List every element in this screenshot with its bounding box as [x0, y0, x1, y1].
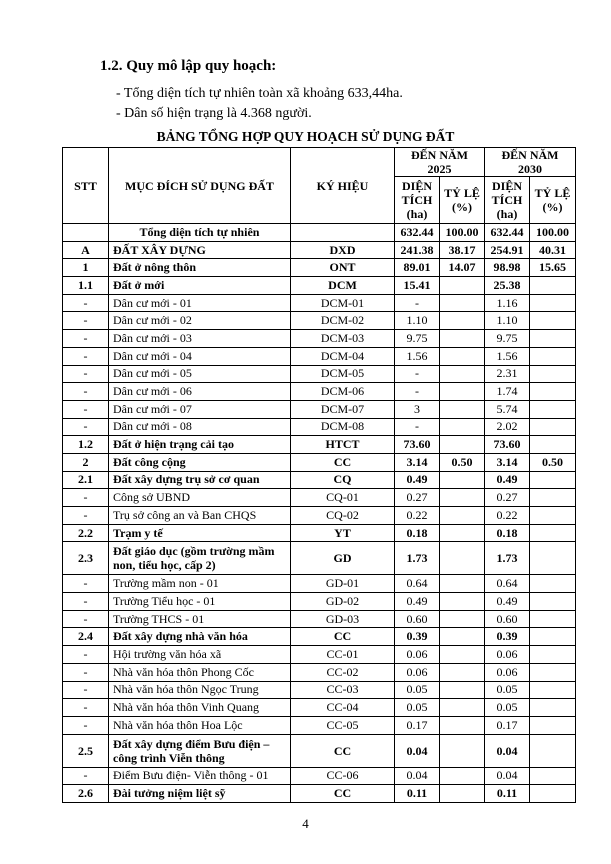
- cell-purpose: Đất ở nông thôn: [109, 259, 291, 277]
- cell-purpose: Đất xây dựng điểm Bưu điện – công trình Viễn thông: [109, 734, 291, 767]
- cell-code: [291, 224, 395, 242]
- cell-purpose: ĐẤT XÂY DỰNG: [109, 241, 291, 259]
- table-row: [63, 347, 576, 365]
- cell-ratio-2030: 0.50: [530, 453, 576, 471]
- cell-ratio-2030: 40.31: [530, 241, 576, 259]
- cell-area-2025: 0.49: [395, 471, 440, 489]
- cell-ratio-2030: [530, 663, 576, 681]
- cell-area-2030: 0.17: [485, 716, 530, 734]
- cell-area-2025: -: [395, 418, 440, 436]
- header-purpose: MỤC ĐÍCH SỬ DỤNG ĐẤT: [109, 148, 291, 224]
- cell-area-2030: 254.91: [485, 241, 530, 259]
- header-ratio-2025: TỶ LỆ (%): [440, 177, 485, 224]
- cell-area-2030: 1.56: [485, 347, 530, 365]
- cell-stt: -: [63, 418, 109, 436]
- header-code: KÝ HIỆU: [291, 148, 395, 224]
- table-row: [63, 767, 576, 785]
- cell-stt: -: [63, 347, 109, 365]
- cell-area-2030: 9.75: [485, 330, 530, 348]
- cell-purpose: Công sở UBND: [109, 489, 291, 507]
- table-row: [63, 294, 576, 312]
- table-row: [63, 489, 576, 507]
- table-title: BẢNG TỔNG HỢP QUY HOẠCH SỬ DỤNG ĐẤT: [156, 129, 455, 144]
- table-row: [63, 365, 576, 383]
- cell-code: CC-06: [291, 767, 395, 785]
- table-row: [63, 436, 576, 454]
- table-row: [63, 734, 576, 767]
- cell-ratio-2030: [530, 716, 576, 734]
- cell-ratio-2030: [530, 646, 576, 664]
- cell-ratio-2025: [440, 471, 485, 489]
- cell-purpose: Hội trường văn hóa xã: [109, 646, 291, 664]
- cell-ratio-2025: [440, 785, 485, 803]
- cell-area-2025: 632.44: [395, 224, 440, 242]
- page-number: 4: [302, 816, 309, 831]
- section-heading: 1.2. Quy mô lập quy hoạch:: [100, 58, 277, 74]
- table-row: [63, 681, 576, 699]
- cell-ratio-2030: 15.65: [530, 259, 576, 277]
- cell-ratio-2030: [530, 524, 576, 542]
- cell-area-2025: -: [395, 365, 440, 383]
- cell-area-2030: 3.14: [485, 453, 530, 471]
- cell-code: DCM-01: [291, 294, 395, 312]
- cell-code: YT: [291, 524, 395, 542]
- cell-stt: -: [63, 681, 109, 699]
- table-row: [63, 628, 576, 646]
- cell-ratio-2025: [440, 365, 485, 383]
- cell-area-2025: 0.05: [395, 699, 440, 717]
- cell-purpose: Đất giáo dục (gồm trường mầm non, tiểu học, cấp 2): [109, 542, 291, 575]
- cell-purpose: Đất xây dựng trụ sở cơ quan: [109, 471, 291, 489]
- cell-code: DCM-07: [291, 400, 395, 418]
- cell-ratio-2025: [440, 383, 485, 401]
- cell-stt: -: [63, 489, 109, 507]
- cell-ratio-2025: [440, 734, 485, 767]
- header-year-2025: ĐẾN NĂM 2025: [395, 148, 485, 177]
- cell-area-2030: 1.10: [485, 312, 530, 330]
- cell-area-2025: 0.27: [395, 489, 440, 507]
- cell-purpose: Dân cư mới - 01: [109, 294, 291, 312]
- table-row: [63, 471, 576, 489]
- cell-ratio-2025: [440, 400, 485, 418]
- cell-stt: 2.4: [63, 628, 109, 646]
- cell-ratio-2025: [440, 524, 485, 542]
- cell-stt: -: [63, 365, 109, 383]
- cell-area-2030: 0.27: [485, 489, 530, 507]
- cell-stt: -: [63, 646, 109, 664]
- cell-area-2025: 0.11: [395, 785, 440, 803]
- cell-purpose: Đất xây dựng nhà văn hóa: [109, 628, 291, 646]
- cell-code: HTCT: [291, 436, 395, 454]
- cell-ratio-2030: [530, 681, 576, 699]
- cell-code: GD-03: [291, 610, 395, 628]
- cell-area-2025: 3.14: [395, 453, 440, 471]
- table-row: [63, 646, 576, 664]
- cell-ratio-2030: 100.00: [530, 224, 576, 242]
- cell-ratio-2030: [530, 365, 576, 383]
- table-row: [63, 259, 576, 277]
- cell-code: CC: [291, 453, 395, 471]
- cell-ratio-2030: [530, 312, 576, 330]
- table-row: [63, 575, 576, 593]
- cell-stt: [63, 224, 109, 242]
- cell-area-2030: 2.31: [485, 365, 530, 383]
- table-row: [63, 542, 576, 575]
- cell-area-2025: -: [395, 294, 440, 312]
- cell-code: DCM-06: [291, 383, 395, 401]
- cell-area-2025: 0.17: [395, 716, 440, 734]
- cell-purpose: Trạm y tế: [109, 524, 291, 542]
- cell-code: GD-01: [291, 575, 395, 593]
- cell-stt: 2.1: [63, 471, 109, 489]
- table-row: [63, 610, 576, 628]
- cell-code: GD-02: [291, 593, 395, 611]
- cell-code: DXD: [291, 241, 395, 259]
- cell-ratio-2025: [440, 418, 485, 436]
- cell-area-2030: 0.49: [485, 593, 530, 611]
- cell-ratio-2030: [530, 330, 576, 348]
- cell-code: CC-05: [291, 716, 395, 734]
- header-area-2025: DIỆN TÍCH (ha): [395, 177, 440, 224]
- cell-ratio-2025: [440, 681, 485, 699]
- cell-area-2030: 98.98: [485, 259, 530, 277]
- bullet-population: - Dân số hiện trạng là 4.368 người.: [116, 106, 312, 121]
- cell-ratio-2025: [440, 542, 485, 575]
- header-year-2030: ĐẾN NĂM 2030: [485, 148, 576, 177]
- cell-purpose: Nhà văn hóa thôn Vinh Quang: [109, 699, 291, 717]
- cell-stt: 1.2: [63, 436, 109, 454]
- table-row: [63, 224, 576, 242]
- table-row: [63, 330, 576, 348]
- cell-area-2030: 632.44: [485, 224, 530, 242]
- cell-area-2025: 0.60: [395, 610, 440, 628]
- table-body: [63, 224, 576, 803]
- cell-ratio-2025: [440, 646, 485, 664]
- cell-purpose: Dân cư mới - 04: [109, 347, 291, 365]
- cell-area-2030: 0.06: [485, 663, 530, 681]
- cell-purpose: Dân cư mới - 05: [109, 365, 291, 383]
- cell-ratio-2025: [440, 663, 485, 681]
- cell-purpose: Dân cư mới - 03: [109, 330, 291, 348]
- cell-stt: -: [63, 575, 109, 593]
- cell-ratio-2030: [530, 542, 576, 575]
- cell-area-2030: 0.18: [485, 524, 530, 542]
- cell-stt: 1: [63, 259, 109, 277]
- cell-ratio-2025: [440, 347, 485, 365]
- table-row: [63, 453, 576, 471]
- cell-code: DCM-08: [291, 418, 395, 436]
- cell-ratio-2025: [440, 575, 485, 593]
- cell-ratio-2030: [530, 699, 576, 717]
- cell-ratio-2025: [440, 294, 485, 312]
- cell-area-2030: 0.05: [485, 681, 530, 699]
- table-row: [63, 277, 576, 295]
- cell-stt: -: [63, 716, 109, 734]
- cell-code: CC-03: [291, 681, 395, 699]
- cell-ratio-2025: [440, 716, 485, 734]
- cell-area-2030: 25.38: [485, 277, 530, 295]
- cell-ratio-2025: 14.07: [440, 259, 485, 277]
- table-row: [63, 663, 576, 681]
- cell-area-2030: 0.64: [485, 575, 530, 593]
- cell-ratio-2030: [530, 785, 576, 803]
- cell-ratio-2025: 0.50: [440, 453, 485, 471]
- cell-area-2030: 0.05: [485, 699, 530, 717]
- cell-area-2025: 241.38: [395, 241, 440, 259]
- cell-area-2030: 0.06: [485, 646, 530, 664]
- cell-ratio-2030: [530, 383, 576, 401]
- table-row: [63, 593, 576, 611]
- table-row: [63, 716, 576, 734]
- cell-purpose: Dân cư mới - 06: [109, 383, 291, 401]
- cell-area-2025: 1.10: [395, 312, 440, 330]
- cell-area-2030: 0.49: [485, 471, 530, 489]
- cell-ratio-2030: [530, 767, 576, 785]
- cell-ratio-2030: [530, 436, 576, 454]
- cell-area-2025: 0.64: [395, 575, 440, 593]
- cell-stt: -: [63, 400, 109, 418]
- cell-area-2030: 1.16: [485, 294, 530, 312]
- cell-purpose: Đất ở mới: [109, 277, 291, 295]
- cell-area-2030: 0.39: [485, 628, 530, 646]
- cell-area-2030: 0.04: [485, 734, 530, 767]
- cell-stt: -: [63, 507, 109, 525]
- cell-ratio-2030: [530, 575, 576, 593]
- cell-area-2030: 73.60: [485, 436, 530, 454]
- cell-stt: -: [63, 699, 109, 717]
- cell-stt: -: [63, 610, 109, 628]
- cell-purpose: Tổng diện tích tự nhiên: [109, 224, 291, 242]
- table-row: [63, 785, 576, 803]
- cell-stt: 2.3: [63, 542, 109, 575]
- cell-area-2030: 2.02: [485, 418, 530, 436]
- cell-stt: -: [63, 294, 109, 312]
- cell-purpose: Đất công cộng: [109, 453, 291, 471]
- cell-area-2025: 0.18: [395, 524, 440, 542]
- cell-purpose: Đài tưởng niệm liệt sỹ: [109, 785, 291, 803]
- cell-area-2030: 0.22: [485, 507, 530, 525]
- cell-area-2030: 5.74: [485, 400, 530, 418]
- cell-ratio-2025: [440, 277, 485, 295]
- cell-area-2025: 0.06: [395, 646, 440, 664]
- cell-purpose: Nhà văn hóa thôn Phong Cốc: [109, 663, 291, 681]
- cell-area-2025: 0.39: [395, 628, 440, 646]
- cell-purpose: Nhà văn hóa thôn Hoa Lộc: [109, 716, 291, 734]
- cell-purpose: Dân cư mới - 02: [109, 312, 291, 330]
- table-row: [63, 383, 576, 401]
- cell-code: ONT: [291, 259, 395, 277]
- cell-stt: -: [63, 312, 109, 330]
- cell-area-2030: 1.73: [485, 542, 530, 575]
- table-row: [63, 507, 576, 525]
- cell-area-2025: 89.01: [395, 259, 440, 277]
- cell-code: CQ-02: [291, 507, 395, 525]
- cell-purpose: Trường mầm non - 01: [109, 575, 291, 593]
- cell-ratio-2030: [530, 294, 576, 312]
- cell-area-2025: 73.60: [395, 436, 440, 454]
- cell-ratio-2030: [530, 471, 576, 489]
- cell-purpose: Điểm Bưu điện- Viễn thông - 01: [109, 767, 291, 785]
- cell-purpose: Dân cư mới - 08: [109, 418, 291, 436]
- cell-code: CC: [291, 628, 395, 646]
- cell-ratio-2025: 100.00: [440, 224, 485, 242]
- table-row: [63, 699, 576, 717]
- cell-stt: -: [63, 663, 109, 681]
- cell-ratio-2025: [440, 330, 485, 348]
- cell-area-2025: 0.06: [395, 663, 440, 681]
- cell-stt: -: [63, 383, 109, 401]
- cell-area-2025: 0.04: [395, 734, 440, 767]
- cell-ratio-2030: [530, 418, 576, 436]
- cell-area-2025: 0.22: [395, 507, 440, 525]
- cell-ratio-2030: [530, 507, 576, 525]
- cell-code: CC-01: [291, 646, 395, 664]
- cell-ratio-2025: [440, 767, 485, 785]
- cell-stt: 2.5: [63, 734, 109, 767]
- cell-area-2025: 0.49: [395, 593, 440, 611]
- cell-purpose: Trường THCS - 01: [109, 610, 291, 628]
- cell-area-2025: 3: [395, 400, 440, 418]
- cell-ratio-2030: [530, 347, 576, 365]
- cell-area-2025: -: [395, 383, 440, 401]
- cell-ratio-2025: [440, 507, 485, 525]
- cell-area-2030: 0.60: [485, 610, 530, 628]
- cell-stt: -: [63, 767, 109, 785]
- cell-ratio-2030: [530, 628, 576, 646]
- cell-code: DCM-03: [291, 330, 395, 348]
- table-row: [63, 418, 576, 436]
- cell-stt: -: [63, 330, 109, 348]
- cell-stt: -: [63, 593, 109, 611]
- cell-area-2025: 0.04: [395, 767, 440, 785]
- cell-ratio-2030: [530, 734, 576, 767]
- cell-ratio-2025: [440, 489, 485, 507]
- cell-code: DCM-02: [291, 312, 395, 330]
- cell-ratio-2025: [440, 699, 485, 717]
- cell-stt: 2: [63, 453, 109, 471]
- cell-stt: 2.2: [63, 524, 109, 542]
- cell-code: GD: [291, 542, 395, 575]
- cell-ratio-2025: [440, 628, 485, 646]
- table-row: [63, 241, 576, 259]
- cell-purpose: Dân cư mới - 07: [109, 400, 291, 418]
- cell-ratio-2030: [530, 277, 576, 295]
- cell-code: CC-02: [291, 663, 395, 681]
- cell-ratio-2030: [530, 593, 576, 611]
- table-row: [63, 524, 576, 542]
- cell-code: DCM-04: [291, 347, 395, 365]
- cell-area-2025: 15.41: [395, 277, 440, 295]
- cell-code: CC: [291, 734, 395, 767]
- header-ratio-2030: TỶ LỆ (%): [530, 177, 576, 224]
- header-area-2030: DIỆN TÍCH (ha): [485, 177, 530, 224]
- cell-area-2030: 0.04: [485, 767, 530, 785]
- cell-stt: 1.1: [63, 277, 109, 295]
- cell-purpose: Nhà văn hóa thôn Ngọc Trung: [109, 681, 291, 699]
- cell-code: CC: [291, 785, 395, 803]
- cell-purpose: Trụ sở công an và Ban CHQS: [109, 507, 291, 525]
- cell-ratio-2025: [440, 610, 485, 628]
- cell-code: CQ: [291, 471, 395, 489]
- cell-ratio-2025: [440, 593, 485, 611]
- cell-ratio-2025: [440, 436, 485, 454]
- cell-code: DCM: [291, 277, 395, 295]
- cell-area-2025: 1.56: [395, 347, 440, 365]
- cell-ratio-2025: 38.17: [440, 241, 485, 259]
- cell-code: CC-04: [291, 699, 395, 717]
- cell-area-2025: 0.05: [395, 681, 440, 699]
- cell-area-2025: 1.73: [395, 542, 440, 575]
- bullet-natural-area: - Tổng diện tích tự nhiên toàn xã khoảng 633,44ha.: [116, 86, 403, 101]
- cell-ratio-2025: [440, 312, 485, 330]
- cell-stt: A: [63, 241, 109, 259]
- cell-ratio-2030: [530, 400, 576, 418]
- cell-ratio-2030: [530, 610, 576, 628]
- cell-code: CQ-01: [291, 489, 395, 507]
- land-use-table: [62, 147, 576, 803]
- header-stt: STT: [63, 148, 109, 224]
- table-row: [63, 400, 576, 418]
- table-row: [63, 312, 576, 330]
- cell-area-2025: 9.75: [395, 330, 440, 348]
- cell-ratio-2030: [530, 489, 576, 507]
- cell-purpose: Trường Tiểu học - 01: [109, 593, 291, 611]
- cell-purpose: Đất ở hiện trạng cải tạo: [109, 436, 291, 454]
- cell-stt: 2.6: [63, 785, 109, 803]
- cell-code: DCM-05: [291, 365, 395, 383]
- cell-area-2030: 1.74: [485, 383, 530, 401]
- cell-area-2030: 0.11: [485, 785, 530, 803]
